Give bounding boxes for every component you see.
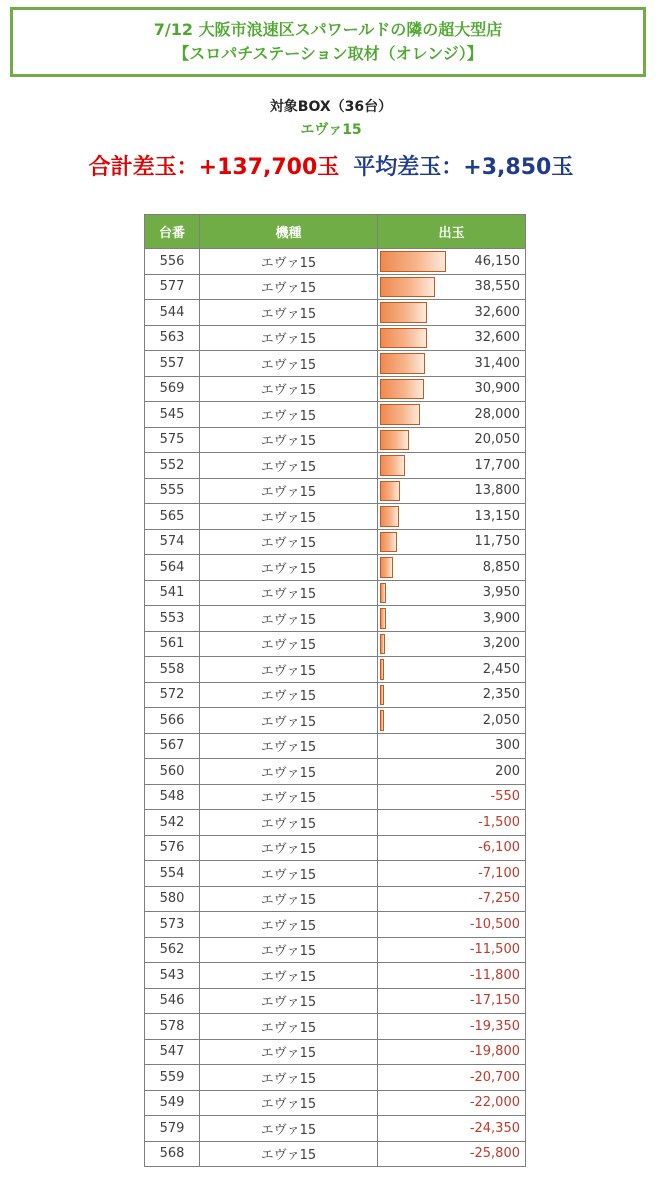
model-cell: エヴァ15 xyxy=(200,759,378,785)
payout-value: -19,800 xyxy=(469,1044,520,1060)
table-row xyxy=(145,249,526,275)
payout-value: -19,350 xyxy=(469,1018,520,1034)
payout-bar xyxy=(380,328,427,349)
payout-cell xyxy=(378,1014,526,1040)
table-row xyxy=(145,300,526,326)
model-cell: エヴァ15 xyxy=(200,249,378,275)
payout-bar xyxy=(380,634,385,655)
payout-value: 3,950 xyxy=(482,585,520,601)
summary-line xyxy=(0,150,662,181)
table-row xyxy=(145,402,526,428)
payout-value: -22,000 xyxy=(469,1095,520,1111)
payout-value: 17,700 xyxy=(474,457,520,473)
payout-cell xyxy=(378,988,526,1014)
model-cell: エヴァ15 xyxy=(200,937,378,963)
payout-cell xyxy=(378,555,526,581)
table-row xyxy=(145,478,526,504)
table-row xyxy=(145,351,526,377)
payout-cell xyxy=(378,376,526,402)
payout-cell xyxy=(378,937,526,963)
payout-cell xyxy=(378,529,526,555)
payout-cell xyxy=(378,784,526,810)
payout-value: -1,500 xyxy=(478,814,520,830)
machine-number-cell: 572 xyxy=(145,682,200,708)
machine-number-cell: 562 xyxy=(145,937,200,963)
payout-value: 300 xyxy=(495,738,520,754)
model-cell: エヴァ15 xyxy=(200,657,378,683)
payout-cell xyxy=(378,402,526,428)
payout-value: 3,900 xyxy=(482,610,520,626)
payout-cell xyxy=(378,606,526,632)
machine-number-cell: 544 xyxy=(145,300,200,326)
machine-number-cell: 554 xyxy=(145,861,200,887)
title-line-1: 7/12 大阪市浪速区スパワールドの隣の超大型店 xyxy=(153,20,503,39)
title-line-2: 【スロパチステーション取材（オレンジ）】 xyxy=(173,44,483,63)
model-cell: エヴァ15 xyxy=(200,708,378,734)
model-cell: エヴァ15 xyxy=(200,1141,378,1167)
payout-bar xyxy=(380,685,384,706)
model-cell: エヴァ15 xyxy=(200,555,378,581)
payout-bar xyxy=(380,251,446,272)
payout-cell xyxy=(378,1039,526,1065)
payout-cell xyxy=(378,733,526,759)
machine-number-cell: 577 xyxy=(145,274,200,300)
table-row xyxy=(145,657,526,683)
payout-value: 200 xyxy=(495,763,520,779)
table-row xyxy=(145,682,526,708)
model-cell: エヴァ15 xyxy=(200,529,378,555)
payout-cell xyxy=(378,1065,526,1091)
payout-cell xyxy=(378,861,526,887)
table-row xyxy=(145,1141,526,1167)
header-model: 機種 xyxy=(200,215,378,249)
model-cell: エヴァ15 xyxy=(200,453,378,479)
payout-bar xyxy=(380,430,409,451)
payout-bar xyxy=(380,404,420,425)
table-row xyxy=(145,1014,526,1040)
model-cell: エヴァ15 xyxy=(200,886,378,912)
payout-cell xyxy=(378,835,526,861)
payout-value: -550 xyxy=(490,789,520,805)
table-row xyxy=(145,784,526,810)
table-row xyxy=(145,1116,526,1142)
table-row xyxy=(145,325,526,351)
model-cell: エヴァ15 xyxy=(200,1039,378,1065)
machine-number-cell: 556 xyxy=(145,249,200,275)
table-row xyxy=(145,886,526,912)
payout-cell xyxy=(378,1116,526,1142)
machine-number-cell: 561 xyxy=(145,631,200,657)
payout-cell xyxy=(378,886,526,912)
model-cell: エヴァ15 xyxy=(200,325,378,351)
payout-cell xyxy=(378,427,526,453)
payout-value: 38,550 xyxy=(474,279,520,295)
machine-number-cell: 541 xyxy=(145,580,200,606)
model-cell: エヴァ15 xyxy=(200,580,378,606)
machine-number-cell: 568 xyxy=(145,1141,200,1167)
payout-bar xyxy=(380,481,400,502)
table-body xyxy=(145,249,526,1167)
target-model-label: エヴァ15 xyxy=(300,122,362,138)
payout-value: -11,800 xyxy=(469,967,520,983)
payout-value: 13,800 xyxy=(474,483,520,499)
model-cell: エヴァ15 xyxy=(200,861,378,887)
payout-value: -7,100 xyxy=(478,865,520,881)
payout-cell xyxy=(378,478,526,504)
target-box-label: 対象BOX（36台） xyxy=(269,99,393,115)
header-payout: 出玉 xyxy=(378,215,526,249)
table-row xyxy=(145,427,526,453)
model-cell: エヴァ15 xyxy=(200,1090,378,1116)
table-row xyxy=(145,555,526,581)
table-row xyxy=(145,861,526,887)
machine-number-cell: 563 xyxy=(145,325,200,351)
payout-value: -20,700 xyxy=(469,1069,520,1085)
payout-cell xyxy=(378,1141,526,1167)
model-cell: エヴァ15 xyxy=(200,300,378,326)
table-row xyxy=(145,274,526,300)
payout-value: 13,150 xyxy=(474,508,520,524)
table-row xyxy=(145,529,526,555)
payout-value: -11,500 xyxy=(469,942,520,958)
machine-number-cell: 558 xyxy=(145,657,200,683)
payout-value: -17,150 xyxy=(469,993,520,1009)
model-cell: エヴァ15 xyxy=(200,478,378,504)
model-cell: エヴァ15 xyxy=(200,963,378,989)
payout-bar xyxy=(380,506,399,527)
machine-number-cell: 555 xyxy=(145,478,200,504)
model-cell: エヴァ15 xyxy=(200,351,378,377)
model-cell: エヴァ15 xyxy=(200,1014,378,1040)
payout-value: 30,900 xyxy=(474,381,520,397)
machine-number-cell: 546 xyxy=(145,988,200,1014)
machine-number-cell: 580 xyxy=(145,886,200,912)
payout-value: 31,400 xyxy=(474,355,520,371)
payout-bar xyxy=(380,353,425,374)
payout-bar xyxy=(380,379,424,400)
payout-bar xyxy=(380,659,384,680)
machine-number-cell: 557 xyxy=(145,351,200,377)
payout-cell xyxy=(378,300,526,326)
model-cell: エヴァ15 xyxy=(200,810,378,836)
payout-cell xyxy=(378,631,526,657)
model-cell: エヴァ15 xyxy=(200,1116,378,1142)
payout-cell xyxy=(378,504,526,530)
table-row xyxy=(145,835,526,861)
payout-bar xyxy=(380,302,427,323)
machine-number-cell: 573 xyxy=(145,912,200,938)
machine-number-cell: 578 xyxy=(145,1014,200,1040)
payout-cell xyxy=(378,912,526,938)
payout-cell xyxy=(378,249,526,275)
payout-bar xyxy=(380,608,386,629)
payout-cell xyxy=(378,657,526,683)
model-cell: エヴァ15 xyxy=(200,631,378,657)
payout-value: 8,850 xyxy=(482,559,520,575)
payout-value: -24,350 xyxy=(469,1120,520,1136)
payout-cell xyxy=(378,351,526,377)
table-row xyxy=(145,708,526,734)
payout-value: 2,350 xyxy=(482,687,520,703)
model-cell: エヴァ15 xyxy=(200,912,378,938)
results-table xyxy=(144,214,526,1167)
model-cell: エヴァ15 xyxy=(200,402,378,428)
machine-number-cell: 574 xyxy=(145,529,200,555)
machine-number-cell: 564 xyxy=(145,555,200,581)
table-row xyxy=(145,988,526,1014)
model-cell: エヴァ15 xyxy=(200,733,378,759)
machine-number-cell: 559 xyxy=(145,1065,200,1091)
payout-bar xyxy=(380,277,435,298)
machine-number-cell: 549 xyxy=(145,1090,200,1116)
table-row xyxy=(145,453,526,479)
payout-value: 2,450 xyxy=(482,661,520,677)
payout-cell xyxy=(378,453,526,479)
machine-number-cell: 576 xyxy=(145,835,200,861)
table-row xyxy=(145,1039,526,1065)
payout-cell xyxy=(378,682,526,708)
payout-bar xyxy=(380,710,384,731)
table-row xyxy=(145,759,526,785)
payout-cell xyxy=(378,810,526,836)
table-row xyxy=(145,376,526,402)
title-box xyxy=(10,7,646,77)
payout-value: 20,050 xyxy=(474,432,520,448)
payout-bar xyxy=(380,583,386,604)
machine-number-cell: 567 xyxy=(145,733,200,759)
model-cell: エヴァ15 xyxy=(200,988,378,1014)
model-cell: エヴァ15 xyxy=(200,784,378,810)
model-cell: エヴァ15 xyxy=(200,835,378,861)
machine-number-cell: 553 xyxy=(145,606,200,632)
table-header-row xyxy=(145,215,526,249)
table-row xyxy=(145,733,526,759)
machine-number-cell: 560 xyxy=(145,759,200,785)
table-row xyxy=(145,631,526,657)
table-row xyxy=(145,937,526,963)
payout-value: -10,500 xyxy=(469,916,520,932)
payout-value: -6,100 xyxy=(478,840,520,856)
payout-cell xyxy=(378,274,526,300)
payout-cell xyxy=(378,708,526,734)
model-cell: エヴァ15 xyxy=(200,274,378,300)
machine-number-cell: 548 xyxy=(145,784,200,810)
table-row xyxy=(145,580,526,606)
table-row xyxy=(145,810,526,836)
total-difference: 合計差玉：+137,700玉 xyxy=(88,155,340,180)
payout-cell xyxy=(378,963,526,989)
payout-cell xyxy=(378,580,526,606)
payout-value: 46,150 xyxy=(474,253,520,269)
payout-cell xyxy=(378,759,526,785)
payout-cell xyxy=(378,1090,526,1116)
payout-value: -7,250 xyxy=(478,891,520,907)
header-machine-number: 台番 xyxy=(145,215,200,249)
machine-number-cell: 565 xyxy=(145,504,200,530)
machine-number-cell: 569 xyxy=(145,376,200,402)
model-cell: エヴァ15 xyxy=(200,376,378,402)
machine-number-cell: 543 xyxy=(145,963,200,989)
payout-value: -25,800 xyxy=(469,1146,520,1162)
table-row xyxy=(145,963,526,989)
table-row xyxy=(145,606,526,632)
machine-number-cell: 575 xyxy=(145,427,200,453)
machine-number-cell: 579 xyxy=(145,1116,200,1142)
payout-bar xyxy=(380,532,397,553)
payout-value: 32,600 xyxy=(474,330,520,346)
machine-number-cell: 547 xyxy=(145,1039,200,1065)
payout-bar xyxy=(380,455,405,476)
payout-value: 3,200 xyxy=(482,636,520,652)
model-cell: エヴァ15 xyxy=(200,606,378,632)
payout-value: 11,750 xyxy=(474,534,520,550)
table-row xyxy=(145,504,526,530)
machine-number-cell: 566 xyxy=(145,708,200,734)
model-cell: エヴァ15 xyxy=(200,427,378,453)
payout-cell xyxy=(378,325,526,351)
model-cell: エヴァ15 xyxy=(200,682,378,708)
payout-value: 32,600 xyxy=(474,304,520,320)
table-row xyxy=(145,1065,526,1091)
machine-number-cell: 552 xyxy=(145,453,200,479)
payout-bar xyxy=(380,557,393,578)
model-cell: エヴァ15 xyxy=(200,1065,378,1091)
payout-value: 28,000 xyxy=(474,406,520,422)
model-cell: エヴァ15 xyxy=(200,504,378,530)
table-row xyxy=(145,1090,526,1116)
machine-number-cell: 545 xyxy=(145,402,200,428)
machine-number-cell: 542 xyxy=(145,810,200,836)
table-row xyxy=(145,912,526,938)
payout-value: 2,050 xyxy=(482,712,520,728)
average-difference: 平均差玉：+3,850玉 xyxy=(353,155,574,180)
